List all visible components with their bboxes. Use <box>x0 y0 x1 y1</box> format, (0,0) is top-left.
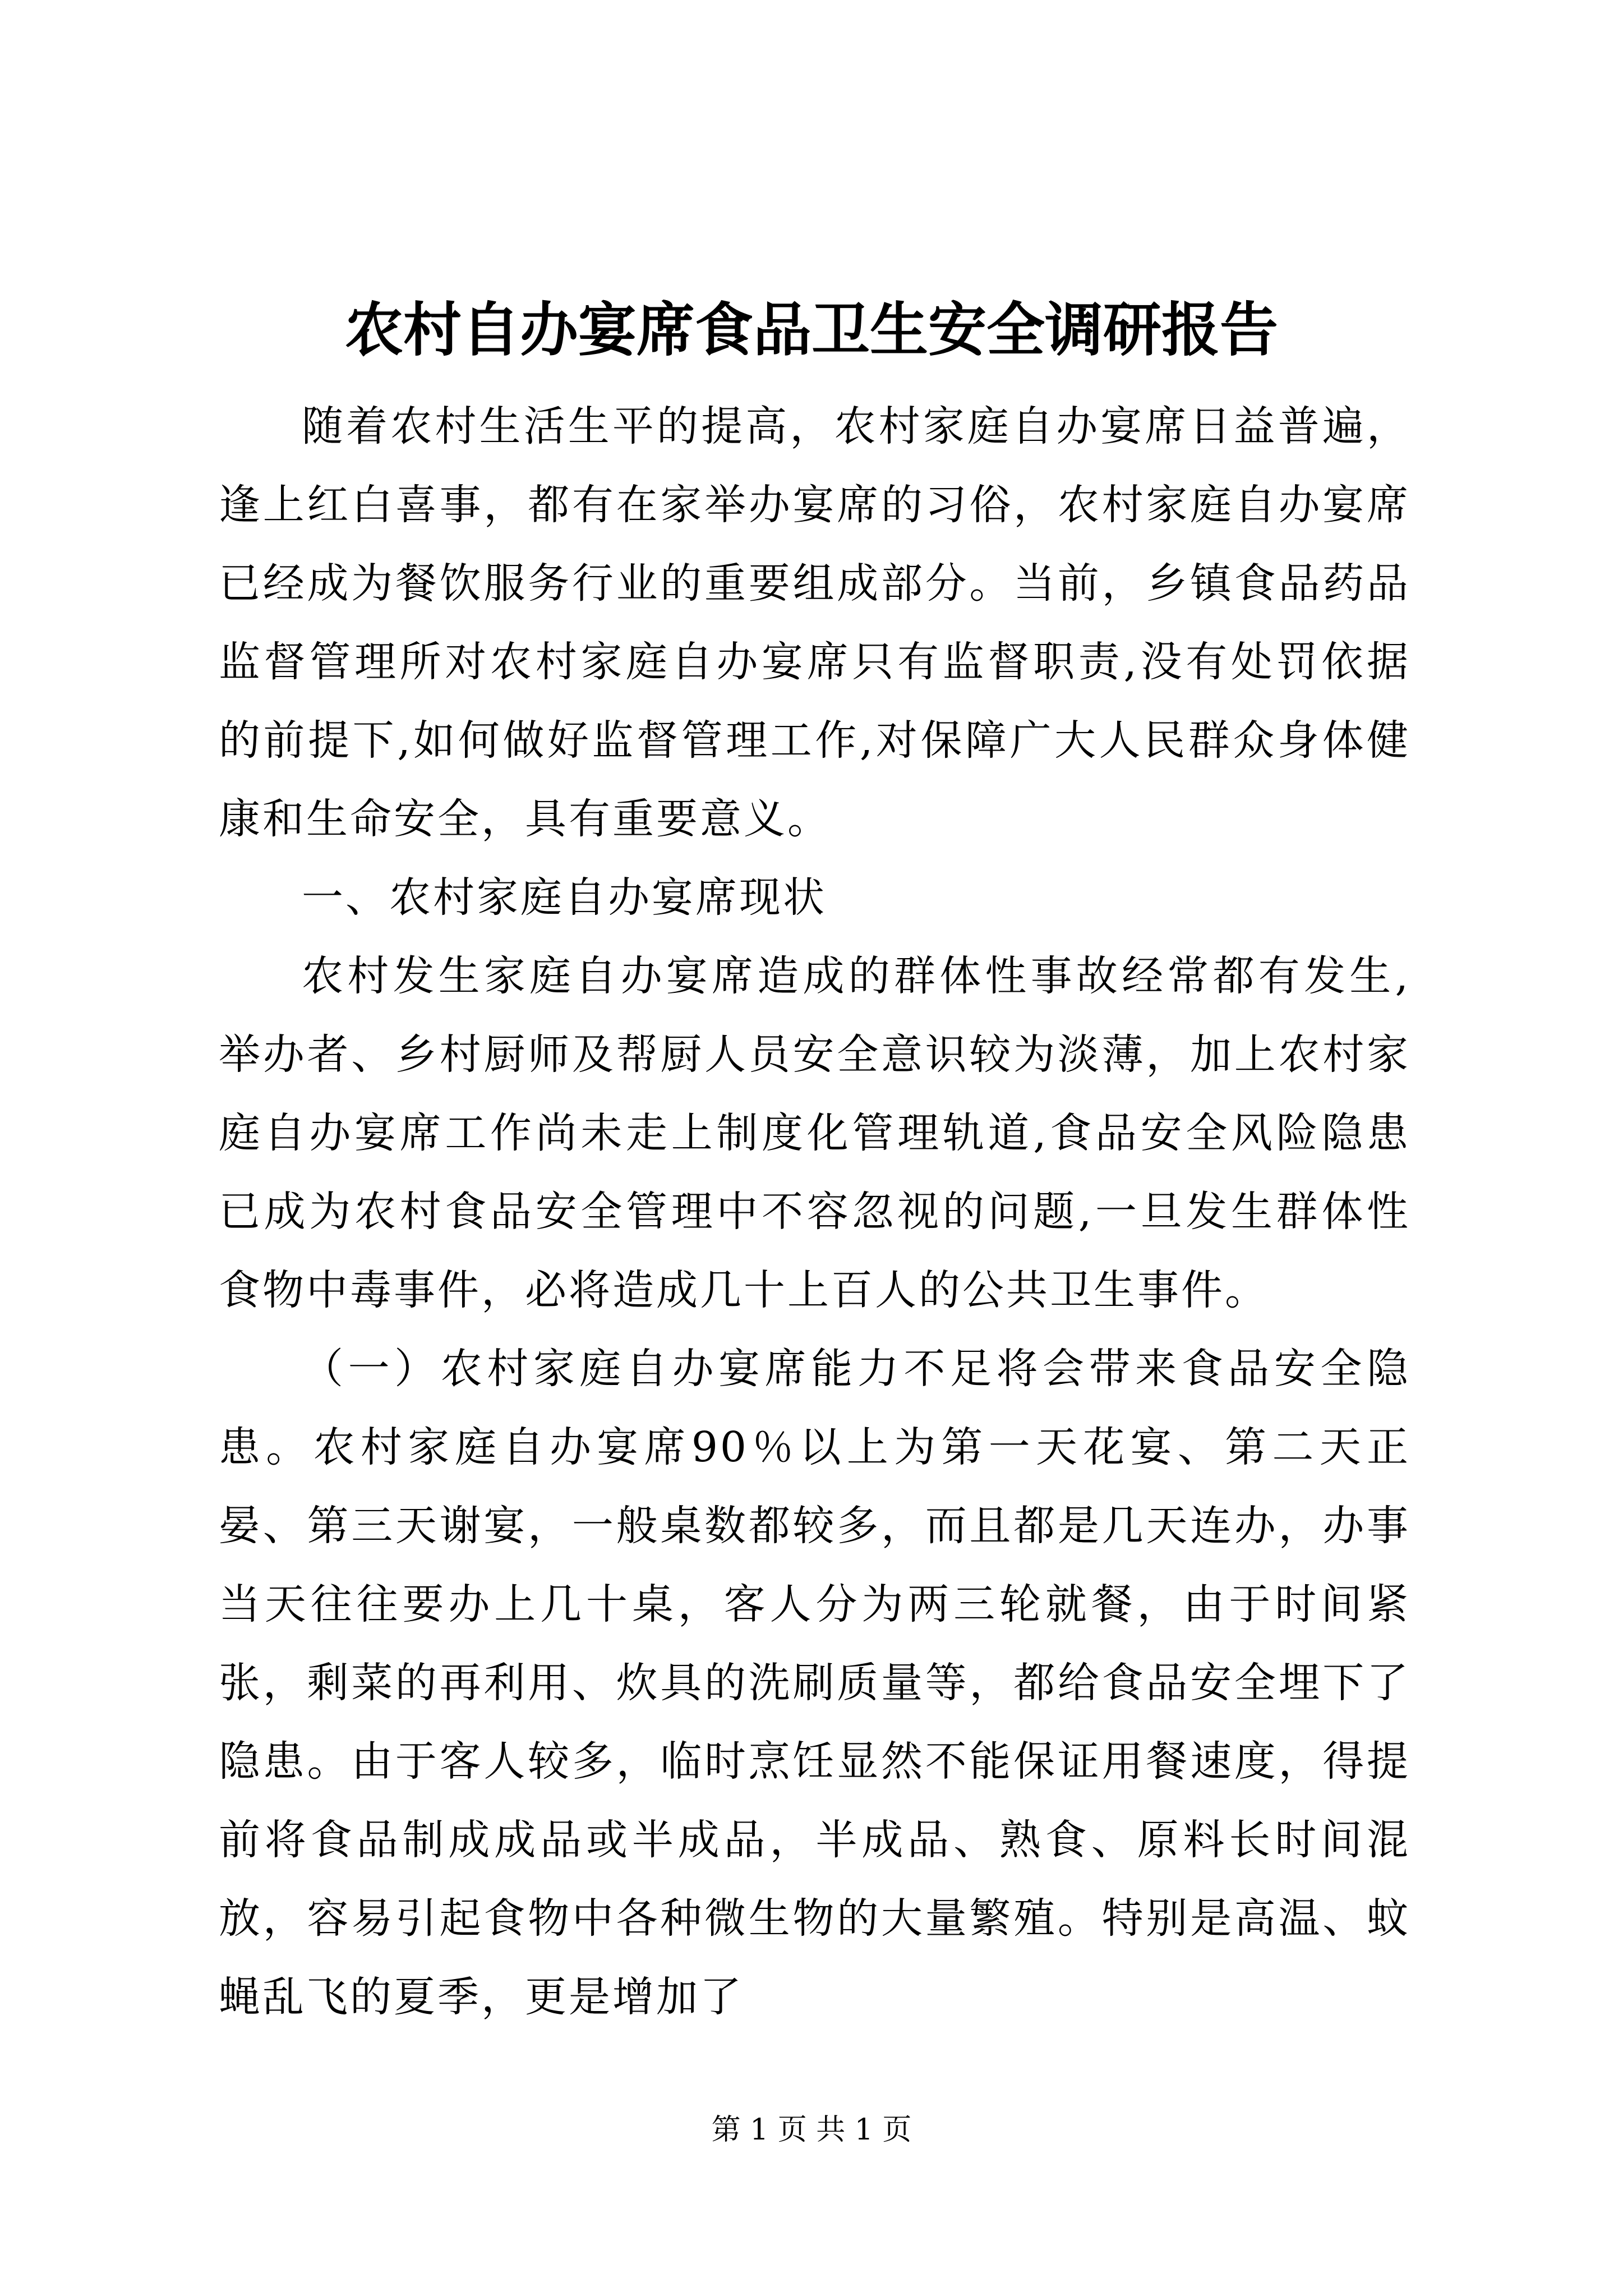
document-title: 农村自办宴席食品卫生安全调研报告 <box>344 295 1278 364</box>
section-heading-1: 一、农村家庭自办宴席现状 <box>302 873 827 922</box>
paragraph-intro: 随着农村生活生平的提高，农村家庭自办宴席日益普遍，逢上红白喜事，都有在家举办宴席的习俗，农村家庭自办宴席已经成为餐饮服务行业的重要组成部分。当前，乡镇食品药品监督管理所对农村家庭自办宴席只有监督职责,没有处罚依据的前提下,如何做好监督管理工作,对保障广大人民群众身体健康和生命安全，具有重要意义。 <box>219 402 1410 843</box>
paragraph-status: 农村发生家庭自办宴席造成的群体性事故经常都有发生,举办者、乡村厨师及帮厨人员安全意识较为淡薄，加上农村家庭自办宴席工作尚未走上制度化管理轨道,食品安全风险隐患已成为农村食品安全管理中不容忽视的问题,一旦发生群体性食物中毒事件，必将造成几十上百人的公共卫生事件。 <box>219 952 1410 1314</box>
document-body <box>219 387 1410 2036</box>
page-footer: 第 1 页 共 1 页 <box>711 2113 912 2147</box>
subsection-1: （一）农村家庭自办宴席能力不足将会带来食品安全隐患。农村家庭自办宴席90％以上为第一天花宴、第二天正晏、第三天谢宴，一般桌数都较多，而且都是几天连办，办事当天往往要办上几十桌，客人分为两三轮就餐，由于时间紧张，剩菜的再利用、炊具的洗刷质量等，都给食品安全埋下了隐患。由于客人较多，临时烹饪显然不能保证用餐速度，得提前将食品制成成品或半成品，半成品、熟食、原料长时间混放，容易引起食物中各种微生物的大量繁殖。特别是高温、蚊蝇乱飞的夏季，更是增加了 <box>219 1345 1410 2021</box>
